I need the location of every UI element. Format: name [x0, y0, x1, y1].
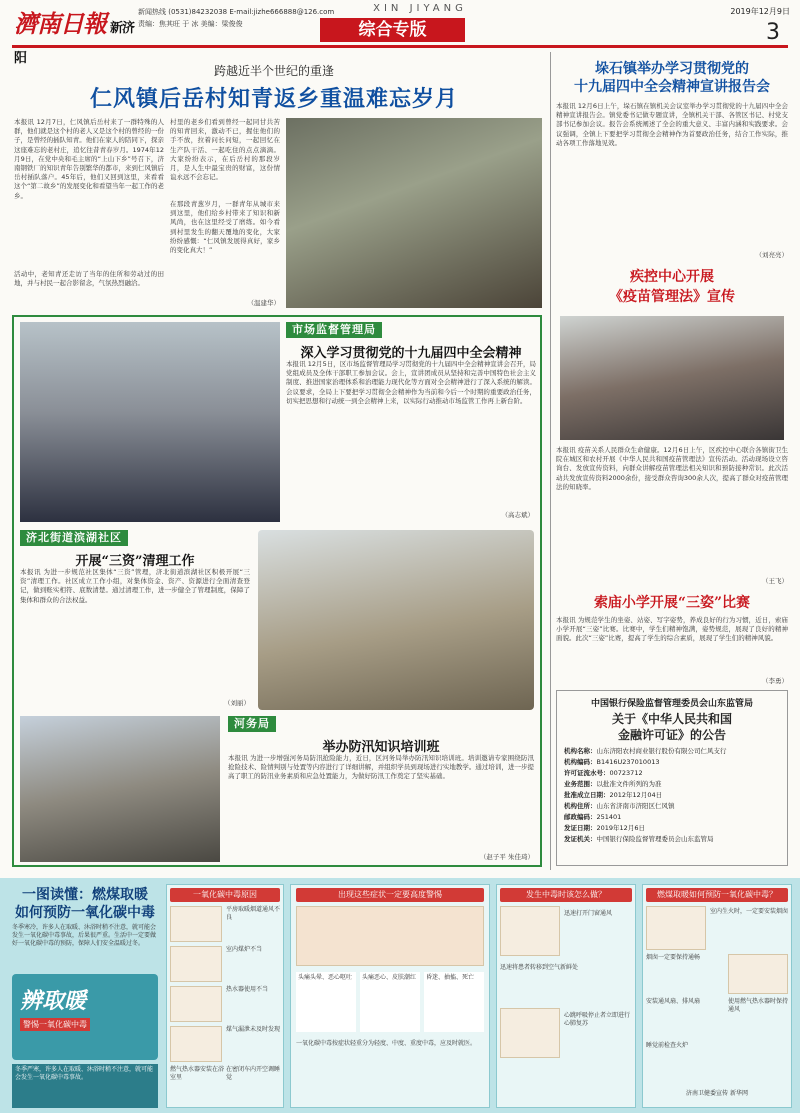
notice-row: 机构住所：山东省济南市济阳区仁风镇	[564, 802, 675, 810]
logo-sub: 新济阳	[14, 21, 135, 66]
right2-headline-l1: 疾控中心开展	[630, 269, 714, 285]
community-body: 本报讯 为进一步规范社区集体“三资”管理，济北街道滨湖社区积极开展“三资”清理工作。社区成立工作小组，对集体资金、资产、资源进行全面清查登记，做到账实相符、底数清楚。通过清理工作，进一步健全了管理制度，保障了集体和群众的合法权益。	[20, 568, 250, 604]
infographic-title-l1: 一图读懂：燃煤取暖	[22, 887, 148, 903]
lead-headline: 仁风镇后岳村知青返乡重温难忘岁月	[89, 86, 458, 112]
first-aid-step: 迅速将患者转移到空气新鲜处	[500, 964, 579, 971]
prevention-item: 睡觉前检查火炉	[646, 1042, 689, 1049]
lead-photo	[286, 118, 542, 308]
river-headline: 举办防汛知识培训班	[322, 740, 440, 755]
prevention-item: 使用燃气热水器时保持通风	[728, 998, 789, 1013]
panel-causes-img	[170, 1026, 222, 1062]
panel-causes-img	[170, 946, 222, 982]
panel-causes-item: 平房取暖烟道通风不良	[226, 906, 281, 921]
right3-headline: 索庙小学开展“三姿”比赛	[593, 595, 751, 611]
symptom-mild: 头痛头晕、恶心呕吐	[296, 972, 356, 1032]
masthead-editors: 责编：焦其旺 于 冰 美编：梁俊俊	[138, 20, 243, 28]
infographic-credit: 济南卫健委宣传 新华网	[686, 1090, 748, 1097]
market-tag: 市场监督管理局	[286, 322, 382, 338]
prevention-img	[646, 906, 706, 950]
river-photo	[20, 716, 220, 862]
lead-kicker: 跨越近半个世纪的重逢	[213, 64, 334, 78]
masthead-hotline: 新闻热线 (0531)84232038 E-mail:jizhe666888@126.com	[138, 8, 335, 16]
panel-causes-img	[170, 986, 222, 1022]
market-headline: 深入学习贯彻党的十九届四中全会精神	[300, 346, 522, 361]
notice-row: 机构名称：山东济阳农村商业银行股份有限公司仁风支行	[564, 747, 727, 755]
infographic-tip: 冬季严寒，许多人在取暖、沐浴时稍不注意，就可能会发生一氧化碳中毒事故。	[12, 1064, 158, 1108]
notice-row: 批准成立日期：2012年12月04日	[564, 791, 663, 799]
right3-byline: （李勇）	[762, 677, 788, 685]
edition-name: XIN JIYANG	[373, 3, 467, 14]
symptom-severe: 昏迷、抽搐、死亡	[424, 972, 484, 1032]
right2-photo	[560, 316, 784, 440]
first-aid-step: 迅速打开门窗通风	[564, 910, 613, 917]
notice-row: 机构编码：B1416U237010013	[564, 758, 660, 766]
notice-title-l1: 关于《中华人民共和国	[611, 712, 732, 726]
first-aid-img	[500, 906, 560, 956]
panel-symptoms-illustration	[296, 906, 484, 966]
panel-causes-img	[170, 906, 222, 942]
page-number: 3	[766, 20, 780, 45]
symptom-moderate: 头痛恶心、皮肤潮红	[360, 972, 420, 1032]
community-byline: （刘丽）	[224, 699, 250, 707]
notice-title-l2: 金融许可证》的公告	[617, 728, 726, 742]
lead-body-col1: 本报讯 12月7日，仁风镇后岳村来了一群特殊的人群，他们就是这个村的老人又是这个村的曾经的一份子，是曾经的插队知青。他们在家人的陪同下，探亲这座难忘的老村庄，追忆往昔青春岁月。1974年12月9日，在党中央和毛主席的“上山下乡”号召下，济南钢铁厂的知识青年告别繁华的都市，来到仁风镇后岳村插队落户。45年后，他们又回到这里，来看看这个“第二故乡”的发展变化和看望当年一起工作的老乡。	[14, 118, 164, 200]
right1-byline: （刘亮亮）	[755, 251, 788, 259]
infographic-title-l2: 如何预防一氧化碳中毒	[15, 905, 155, 921]
lead-body-col4: 活动中，老知青还走访了当年的住所和劳动过的田地，并与村民一起合影留念，气氛热烈融洽。	[14, 270, 164, 288]
notice-rows	[564, 746, 784, 864]
section-title: 综合专版	[320, 18, 465, 42]
right1-headline-l2: 十九届四中全会精神宣讲报告会	[574, 79, 770, 95]
panel-causes-item: 在密闭车内开空调睡觉	[226, 1066, 281, 1081]
first-aid-step: 心跳呼吸停止者立即进行心肺复苏	[564, 1012, 631, 1027]
infographic-poster	[12, 974, 158, 1060]
right1-body: 本报讯 12月6日上午，垛石镇在镇机关会议室举办学习贯彻党的十九届四中全会精神宣讲报告会。镇党委书记做专题宣讲，全镇机关干部、各管区书记、村党支部书记参加会议。报告会系统阐述了全会的重大意义、丰富内涵和实践要求。会议强调，全镇上下要把学习贯彻全会精神作为首要政治任务，结合工作实际，推动各项工作落地见效。	[556, 102, 788, 147]
panel-causes-item: 热水器使用不当	[226, 986, 269, 993]
notice-row: 邮政编码：251401	[564, 813, 622, 821]
community-headline: 开展“三资”清理工作	[75, 554, 195, 569]
prevention-item: 安装通风扇、排风扇	[646, 998, 701, 1005]
right2-body: 本报讯 疫苗关系人民群众生命健康。12月6日上午，区疾控中心联合各镇街卫生院在城区和农村开展《中华人民共和国疫苗管理法》宣传活动。活动现场设立咨询台、发放宣传资料，向群众讲解疫苗管理法相关知识和预防接种常识。此次活动共发放宣传资料2000余份，接受群众咨询300余人次，提高了群众对疫苗管理法的知晓率。	[556, 446, 788, 491]
panel-symptoms-head: 出现这些症状一定要高度警惕	[296, 888, 484, 902]
issue-date: 2019年12月9日	[730, 7, 790, 16]
column-divider	[550, 52, 551, 870]
market-body: 本报讯 12月5日，区市场监督管理局学习贯彻党的十九届四中全会精神宣讲会召开，局党组成员及全体干部职工参加会议。会上，宣讲团成员从坚持和完善中国特色社会主义制度、推进国家治理体系和治理能力现代化等方面对全会精神进行了深入系统的解读。会议要求，全局上下要把学习贯彻全会精神作为当前和今后一个时期的重要政治任务，切实把思想和行动统一到全会精神上来，以实际行动推动市场监管工作再上新台阶。	[286, 360, 536, 405]
first-aid-img	[500, 1008, 560, 1058]
community-tag: 济北街道滨湖社区	[20, 530, 128, 546]
poster-title: 辨取暖	[20, 988, 87, 1014]
notice-row: 发证日期：2019年12月6日	[564, 824, 645, 832]
community-photo	[258, 530, 534, 710]
panel-causes-item: 燃气热水器安装在浴室里	[170, 1066, 225, 1081]
river-byline: （赵子平 朱佳琦）	[479, 853, 534, 861]
lead-byline: （温建华）	[247, 299, 280, 307]
poster-subtitle: 警惕一氧化碳中毒	[20, 1018, 90, 1031]
symptom-note: 一氧化碳中毒按症状轻重分为轻度、中度、重度中毒，应及时就医。	[296, 1040, 477, 1047]
panel-causes-item: 煤气漏泄未及时发现	[226, 1026, 281, 1033]
masthead-rule	[12, 45, 788, 48]
lead-body-col2: 村里的老乡们看到曾经一起同甘共苦的知青回来，激动不已，握住他们的手不放，拉着问长问短，一起回忆在生产队干活、一起吃住的点点滴滴。大家纷纷表示，在后岳村的那段岁月，是人生中最宝贵的财富，这份情谊永远不会忘记。	[170, 118, 280, 182]
prevention-item: 烟囱一定要保持通畅	[646, 954, 701, 961]
panel-first-aid-head: 发生中毒时该怎么做？	[500, 888, 632, 902]
prevention-img	[728, 954, 788, 994]
notice-issuer: 中国银行保险监督管理委员会山东监管局	[590, 699, 753, 709]
prevention-item: 室内生火时，一定要安装烟囱	[710, 908, 789, 915]
right1-headline-l1: 垛石镇举办学习贯彻党的	[595, 61, 749, 77]
right3-body: 本报讯 为规范学生的坐姿、站姿、写字姿势，养成良好的行为习惯，近日，索庙小学开展“三姿”比赛。比赛中，学生们精神饱满，姿势规范，展现了良好的精神面貌。此次“三姿”比赛，提高了学生的综合素质，展现了学生们的精神风貌。	[556, 616, 788, 643]
panel-prevention-head: 燃煤取暖如何预防一氧化碳中毒？	[646, 888, 788, 902]
right2-byline: （王飞）	[762, 577, 788, 585]
newspaper-logo: 濟南日報 新济阳	[14, 9, 135, 66]
market-byline: （高志斌）	[501, 511, 534, 519]
lead-body-col3: 在那段青葱岁月，一群青年从城市来到这里，他们给乡村带来了知识和新风尚，也在这里经受了磨练。如今看到村里发生的翻天覆地的变化，大家纷纷感慨：“仁风镇发展得真好，家乡的变化真大！”	[170, 200, 280, 255]
river-body: 本报讯 为进一步增强河务局防汛抢险能力，近日，区河务局举办防汛知识培训班。培训邀请专家围绕防汛抢险技术、险情判别与处置等内容进行了详细讲解，并组织学员到现场进行实地教学。通过培训，进一步提高了职工的防汛业务素质和应急处置能力，为做好防汛工作奠定了坚实基础。	[228, 754, 534, 781]
right2-headline-l2: 《疫苗管理法》宣传	[609, 289, 735, 305]
panel-causes-item: 室内煤炉不当	[226, 946, 263, 953]
market-photo	[20, 322, 280, 522]
panel-causes-head: 一氧化碳中毒原因	[170, 888, 280, 902]
notice-row: 许可证流水号：00723712	[564, 769, 643, 777]
infographic-intro: 冬季寒冷，许多人在取暖、沐浴时稍不注意，就可能会发生一氧化碳中毒事故，后果很严重。生活中一定要做好一氧化碳中毒的预防，保障人们安全温暖过冬。	[12, 924, 157, 947]
notice-row: 业务范围：以批准文件所列的为准	[564, 780, 662, 788]
river-tag: 河务局	[228, 716, 276, 732]
notice-row: 发证机关：中国银行保险监督管理委员会山东监管局	[564, 835, 714, 843]
